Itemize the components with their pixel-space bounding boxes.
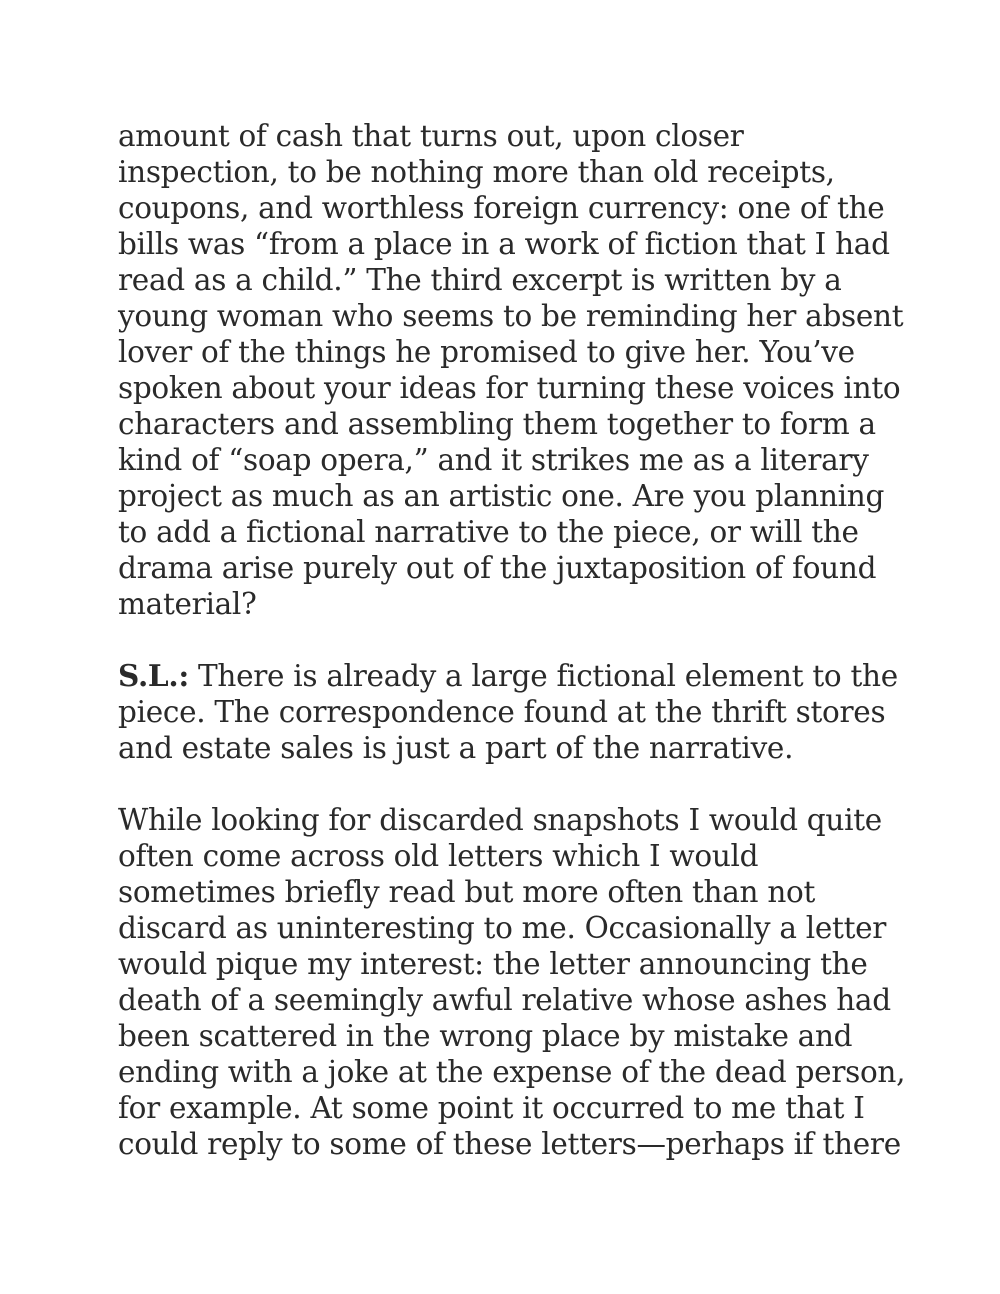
text-line: spoken about your ideas for turning these voices into (118, 371, 901, 405)
paragraph-continuation (118, 802, 906, 1162)
text-line: ending with a joke at the expense of the dead person, (118, 1055, 906, 1089)
text-line: often come across old letters which I would (118, 839, 759, 873)
text-line (118, 658, 898, 694)
text-line: young woman who seems to be reminding her absent (118, 299, 904, 333)
text-line: sometimes briefly read but more often than not (118, 875, 816, 909)
text-line: piece. The correspondence found at the thrift stores (118, 695, 886, 729)
text-line: would pique my interest: the letter announcing the (118, 947, 868, 981)
paragraph-question (118, 118, 904, 622)
text-line: lover of the things he promised to give her. You’ve (118, 335, 855, 369)
text-line: to add a fictional narrative to the piece, or will the (118, 515, 859, 549)
answer-text: There is already a large fictional element to the (188, 659, 898, 693)
text-line: for example. At some point it occurred to me that I (118, 1091, 865, 1125)
text-line: bills was “from a place in a work of fiction that I had (118, 227, 890, 261)
paragraph-answer (118, 658, 898, 766)
text-line: discard as uninteresting to me. Occasionally a letter (118, 911, 887, 945)
text-line: and estate sales is just a part of the narrative. (118, 731, 794, 765)
text-line: drama arise purely out of the juxtaposition of found (118, 551, 877, 585)
text-line: material? (118, 587, 257, 621)
text-line: coupons, and worthless foreign currency: one of the (118, 191, 885, 225)
text-line: kind of “soap opera,” and it strikes me as a literary (118, 443, 869, 477)
text-line: amount of cash that turns out, upon closer (118, 119, 744, 153)
text-line: could reply to some of these letters—perhaps if there (118, 1127, 901, 1161)
text-line: While looking for discarded snapshots I would quite (118, 803, 882, 837)
text-line: read as a child.” The third excerpt is written by a (118, 263, 842, 297)
speaker-label: S.L.: (118, 658, 189, 693)
text-line: characters and assembling them together to form a (118, 407, 876, 441)
text-line: project as much as an artistic one. Are you planning (118, 479, 885, 513)
text-line: death of a seemingly awful relative whose ashes had (118, 983, 891, 1017)
text-line: inspection, to be nothing more than old receipts, (118, 155, 835, 189)
document-page (118, 118, 906, 1198)
text-line: been scattered in the wrong place by mistake and (118, 1019, 853, 1053)
